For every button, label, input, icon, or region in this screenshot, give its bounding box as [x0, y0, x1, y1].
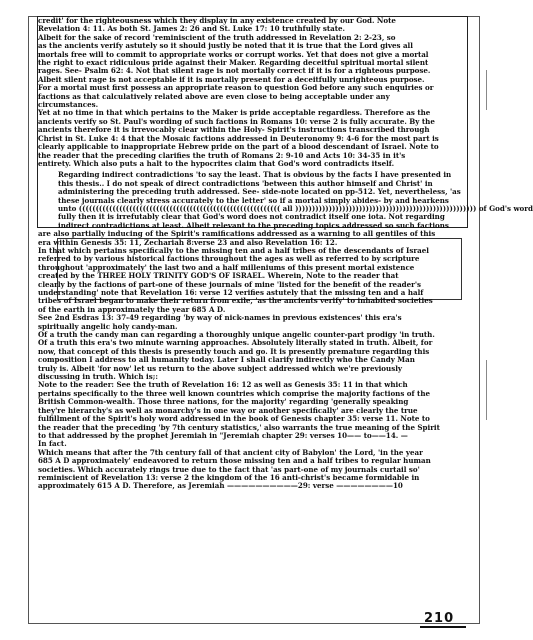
text-line: clearly applicable to inappropriate Hebrew pride on the part of a blood descendant of Israel. Note to — [38, 142, 439, 152]
page-number-underline — [420, 626, 466, 628]
text-line: Yet at no time in that which pertains to the Maker is pride acceptable regardless. Therefore as the — [38, 108, 431, 118]
text-line: these journals clearly stress accurately to the letter' so if a mortal simply abides- by and hearkens — [58, 195, 449, 205]
text-line: reminiscient of Revelation 13: verse 2 the kingdom of the 16 anti-christ's became formidable in — [38, 472, 420, 482]
text-line: societies. Which accurately rings true due to the fact that 'as part-one of my journals curtail so' — [38, 464, 420, 474]
text-line: clearly by the factions of part-one of these journals of mine 'listed for the benefit of the reader's — [38, 279, 422, 289]
text-line: the right to exact ridiculous pride against their Maker. Regarding deceitful spiritual mortal silent — [38, 58, 429, 68]
text-line: Of a truth the candy man can regarding a thoroughly unique angelic counter-part prodigy 'in truth. — [38, 330, 435, 340]
text-line: understanding' note that Revelation 16: verse 12 verifies astutely that the missing ten and a half — [38, 288, 424, 297]
text-line: referred to by various historical factions throughout the ages as well as referred to by scripture — [38, 254, 420, 264]
text-line: the reader that the preceding clarifies the truth of Romans 2: 9-10 and Acts 10: 34-35 in it's — [38, 150, 406, 160]
text-line: unto (((((((((((((((((((((((((((((((((((((((((((((((((((((((((((( all )))))))))))))))))))))))))))))))))))))))))))))))))))))) of God's word — [58, 203, 533, 213]
text-line: mortals free will to commit to appropriate works or corrupt works. Yet that does not give a mortal — [38, 49, 429, 59]
text-line: administering the preceding truth addressed. See- side-note located on pp-512. Yet, nevertheless, 'as — [58, 187, 461, 197]
text-line: Christ in St. Luke 4: 4 that the Mosaic factions addressed in Deuteronomy 9: 4-6 for the most part is — [38, 133, 439, 143]
text-line: Note to the reader: See the truth of Revelation 16: 12 as well as Genesis 35: 11 in that which — [38, 380, 408, 390]
text-line: In that which pertains specifically to the missing ten and a half tribes of the descendants of Israel — [38, 245, 429, 255]
text-line: Regarding indirect contradictions 'to say the least. That is obvious by the facts I have presented in — [58, 170, 452, 180]
text-line: Albeit for the sake of record 'reminiscient of the truth addressed in Revelation 2: 2-23, so — [38, 32, 396, 42]
text-line: truly is. Albeit 'for now' let us return to the above subject addressed which we're previously — [38, 363, 403, 373]
text-line: Which means that after the 7th century fall of that ancient city of Babylon' the Lord, 'in the year — [38, 447, 423, 457]
text-line: fulfillment of the Spirit's holy word addressed in the book of Genesis chapter 35: verse 11. Note to — [38, 414, 430, 424]
margin-mark — [486, 70, 487, 110]
text-line: tribes of Israel began to make their return from exile, 'as the ancients verify' to inhabited societies — [38, 296, 433, 306]
text-line: spiritually angelic holy candy-man. — [38, 321, 178, 331]
text-line: entirety. Which also puts a halt to the hypocrites claim that God's word contradicts itself. — [38, 158, 395, 168]
text-line: pertains specifically to the three well known countries which comprise the majority factions of the — [38, 388, 431, 398]
text-line: Albeit silent rage is not acceptable if it is mortally present for a deceitfully unrighteous purpose. — [38, 74, 425, 84]
text-line: era within Genesis 35: 11, Zechariah 8:verse 23 and also Revelation 16: 12. — [38, 237, 338, 247]
text-line: Of a truth this era's two minute warning approaches. Absolutely literally stated in truth. Albeit, for — [38, 338, 433, 348]
text-line: See 2nd Esdras 13: 37-49 regarding 'by way of nick-names in previous existences' this era's — [38, 313, 402, 323]
text-line: as the ancients verify astutely so it should justly be noted that it is true that the Lord gives all — [38, 41, 413, 51]
text-line: ancients therefore it is irrevocably clear within the Holy- Spirit's instructions transcribed through — [38, 125, 430, 135]
text-line: now, that concept of this thesis is presently touch and go. It is presently premature regarding this — [38, 346, 430, 356]
text-line: credit' for the righteousness which they display in any existence created by our God. Note — [38, 16, 396, 25]
text-line: factions as that calculatively related above are even close to being acceptable under any — [38, 91, 390, 101]
text-line: approximately 615 A D. Therefore, as Jeremiah ——————————29: verse ————————10 — [38, 481, 403, 491]
text-line: discussing in truth. Which is;: — [38, 372, 158, 382]
body-text — [38, 16, 533, 491]
text-line: Revelation 4: 11. As both St. James 2: 26 and St. Luke 17: 10 truthfully state. — [38, 24, 345, 34]
text-line: to that addressed by the prophet Jeremiah in "Jeremiah chapter 29: verses 10—— to——14. — — [38, 430, 408, 440]
text-line: this thesis.. I do not speak of direct contradictions 'between this author himself and Christ' in — [58, 178, 433, 188]
page-number: 210 — [424, 611, 455, 626]
text-line: created by the THREE HOLY TRINITY GOD'S OF ISRAEL. Wherein, Note to the reader that — [38, 271, 399, 281]
margin-mark — [486, 360, 487, 420]
text-line: ancients verify so St. Paul's wording of such factions in Romans 10: verse 2 is fully accurate. By the — [38, 116, 435, 126]
text-line: For a mortal must first possess an appropriate reason to question God before any such enquiries or — [38, 83, 434, 93]
text-line: circumstances. — [38, 100, 99, 110]
text-line: indirect contradictions at least. Albeit relevant to the preceding topics addressed so such factions — [58, 220, 449, 230]
text-line: British Common-wealth. Those three nations, for the majority' regarding 'generally speaking — [38, 397, 409, 407]
text-line: are also partially inducing of the Spirit's ramifications addressed as a warning to all gentiles of this — [38, 229, 436, 239]
text-line: throughout 'approximately' the last two and a half milleniums of this present mortal existence — [38, 262, 415, 272]
text-line: rages. See- Psalm 62: 4. Not that silent rage is not mortally correct if it is for a righteous purpose. — [38, 66, 431, 76]
text-line: 685 A D approximately' endeavored to return those missing ten and a half tribes to regular human — [38, 456, 431, 466]
text-line: In fact. — [38, 439, 67, 449]
text-line: they're hierarchy's as well as monarchy's in one way or another specifically' are clearly the true — [38, 405, 418, 415]
text-line: of the earth in approximately the year 685 A D. — [38, 304, 226, 314]
text-line: composition I address to all humanity today. Later I shall clarify indirectly who the Candy Man — [38, 355, 415, 365]
text-line: fully then it is irrefutably clear that God's word does not contradict itself one iota. Not regarding — [58, 212, 445, 222]
text-line: the reader that the preceding 'by 7th century statistics,' also warrants the true meaning of the Spirit — [38, 422, 440, 432]
